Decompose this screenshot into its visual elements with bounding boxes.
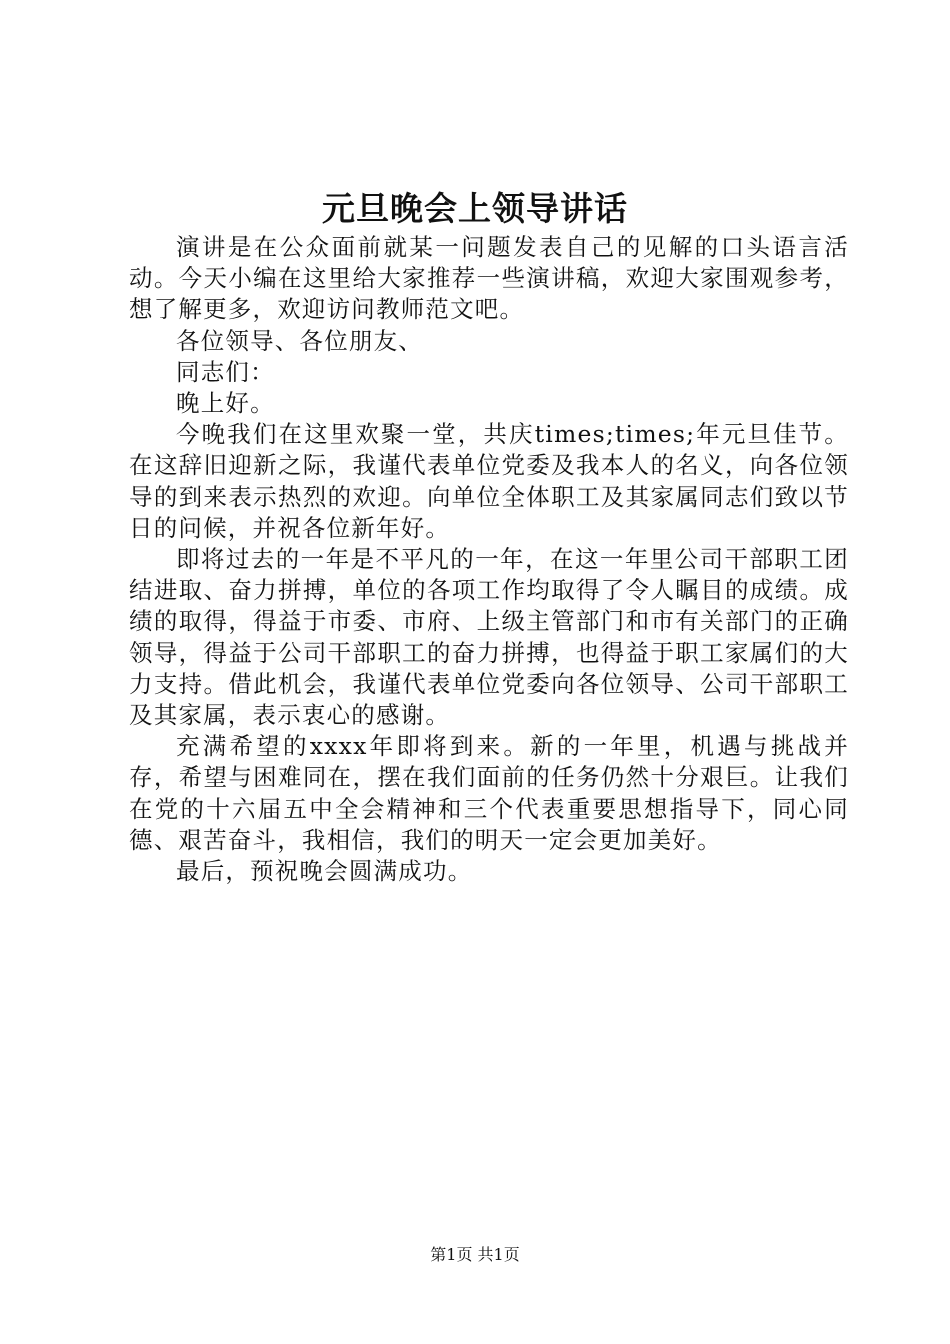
paragraph-greeting: 晚上好。 bbox=[176, 389, 275, 418]
document-body bbox=[129, 232, 849, 887]
paragraph-closing: 最后，预祝晚会圆满成功。 bbox=[176, 857, 473, 886]
paragraph-welcome: 今晚我们在这里欢聚一堂，共庆times;times;年元旦佳节。在这辞旧迎新之际，我谨代表单位党委及我本人的名义，向各位领导的到来表示热烈的欢迎。向单位全体职工及其家属同志们致以节日的问候，并祝各位新年好。 bbox=[129, 420, 849, 542]
page-number-footer: 第1页 共1页 bbox=[430, 1245, 520, 1264]
paragraph-salutation: 各位领导、各位朋友、 bbox=[176, 326, 423, 355]
paragraph-outlook: 充满希望的xxxx年即将到来。新的一年里，机遇与挑战并存，希望与困难同在，摆在我们面前的任务仍然十分艰巨。让我们在党的十六届五中全会精神和三个代表重要思想指导下，同心同德、艰苦奋斗，我相信，我们的明天一定会更加美好。 bbox=[129, 732, 849, 854]
paragraph-review: 即将过去的一年是不平凡的一年，在这一年里公司干部职工团结进取、奋力拼搏，单位的各项工作均取得了令人瞩目的成绩。成绩的取得，得益于市委、市府、上级主管部门和市有关部门的正确领导，得益于公司干部职工的奋力拼搏，也得益于职工家属们的大力支持。借此机会，我谨代表单位党委向各位领导、公司干部职工及其家属，表示衷心的感谢。 bbox=[129, 545, 849, 730]
document-title: 元旦晚会上领导讲话 bbox=[322, 189, 628, 228]
paragraph-intro: 演讲是在公众面前就某一问题发表自己的见解的口头语言活动。今天小编在这里给大家推荐一些演讲稿，欢迎大家围观参考，想了解更多，欢迎访问教师范文吧。 bbox=[129, 233, 849, 324]
paragraph-salutation-2: 同志们： bbox=[176, 357, 275, 386]
